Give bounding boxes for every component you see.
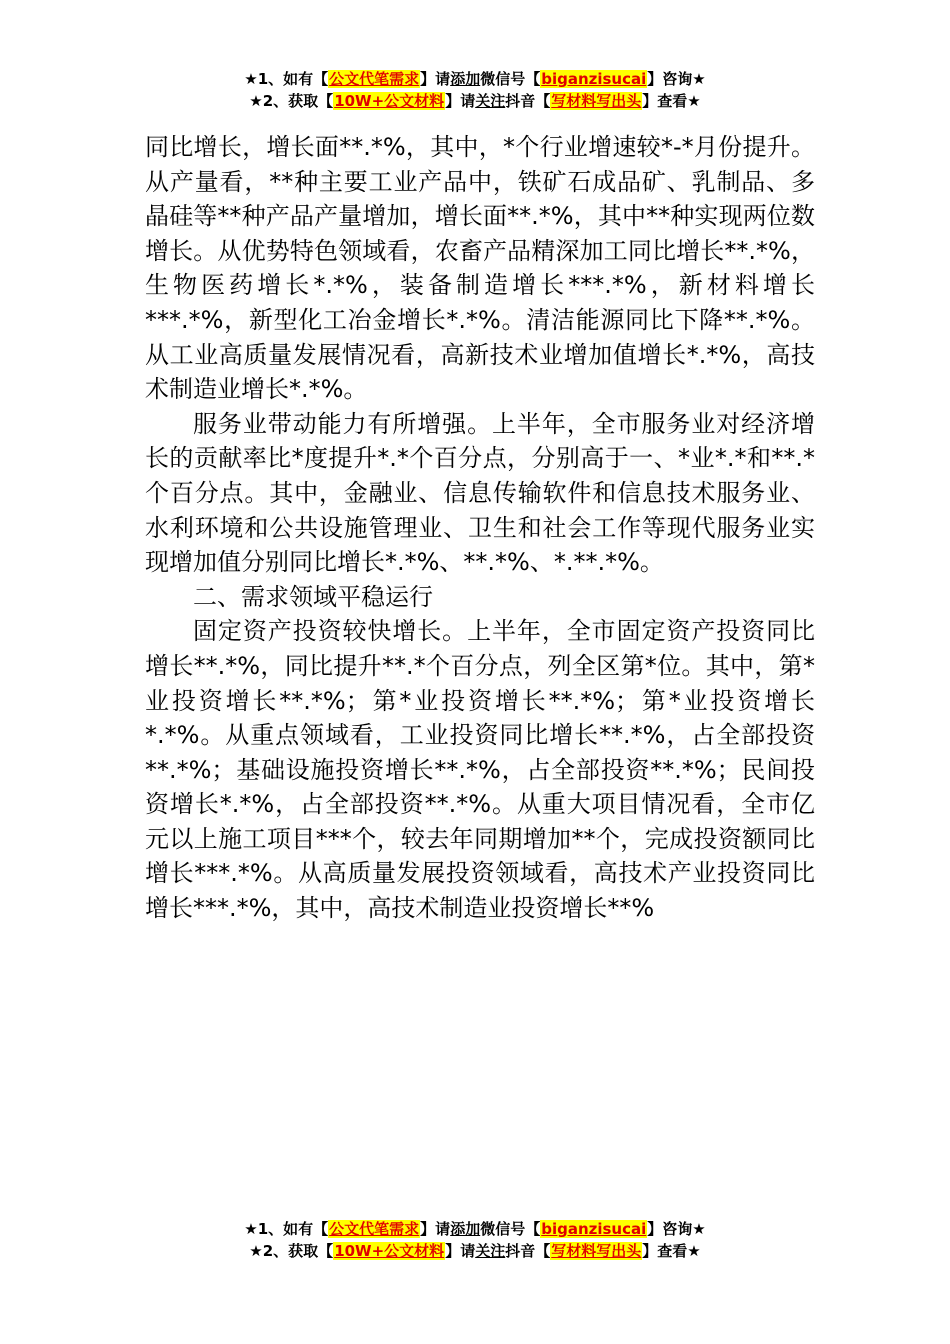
banner-text: 微信号【 [480,70,541,88]
banner-underline: 关注 [475,1242,506,1260]
banner-highlight: biganzisucai [541,1220,647,1238]
banner-text: 微信号【 [480,1220,541,1238]
banner-highlight: 公文代笔需求 [329,70,420,88]
banner-underline: 添加 [450,1220,481,1238]
banner-highlight: 公文代笔需求 [329,1220,420,1238]
banner-text: ★1、如有【 [244,70,329,88]
section-heading: 二、需求领域平稳运行 [193,582,433,611]
banner-text: 】查看★ [642,1242,701,1260]
header-banner [0,68,950,112]
banner-text: 抖音【 [505,1242,551,1260]
document-body [145,130,815,926]
banner-text: 】请 [420,70,451,88]
banner-text: 】请 [420,1220,451,1238]
paragraph-services: 服务业带动能力有所增强。上半年，全市服务业对经济增长的贡献率比*度提升*.*个百分点，分别高于一、*业*.*和**.*个百分点。其中，金融业、信息传输软件和信息技术服务业、水利环境和公共设施管理业、卫生和社会工作等现代服务业实现增加值分别同比增长*.*%、**.*%、*.**.*%。 [145,409,815,577]
footer-banner [0,1218,950,1262]
banner-underline: 关注 [475,92,506,110]
banner-underline: 添加 [450,70,481,88]
banner-line-1 [0,1218,950,1240]
banner-highlight: 10W+公文材料 [334,92,445,110]
banner-text: 】咨询★ [647,70,706,88]
banner-line-1 [0,68,950,90]
paragraph-investment: 固定资产投资较快增长。上半年，全市固定资产投资同比增长**.*%，同比提升**.*个百分点，列全区第*位。其中，第*业投资增长**.*%；第*业投资增长**.*%；第*业投资增长*.*%。从重点领域看，工业投资同比增长**.*%，占全部投资**.*%；基础设施投资增长**.*%，占全部投资**.*%；民间投资增长*.*%，占全部投资**.*%。从重大项目情况看，全市亿元以上施工项目***个，较去年同期增加**个，完成投资额同比增长***.*%。从高质量发展投资领域看，高技术产业投资同比增长***.*%，其中，高技术制造业投资增长**% [145,617,815,923]
banner-text: ★1、如有【 [244,1220,329,1238]
banner-line-2 [0,90,950,112]
banner-text: ★2、获取【 [249,92,334,110]
paragraph-industry: 同比增长，增长面**.*%，其中，*个行业增速较*-*月份提升。从产量看，**种主要工业产品中，铁矿石成品矿、乳制品、多晶硅等**种产品产量增加，增长面**.*%，其中**种实现两位数增长。从优势特色领域看，农畜产品精深加工同比增长**.*%，生物医药增长*.*%，装备制造增长***.*%，新材料增长***.*%，新型化工冶金增长*.*%。清洁能源同比下降**.*%。从工业高质量发展情况看，高新技术业增加值增长*.*%，高技术制造业增长*.*%。 [145,133,815,404]
banner-line-2 [0,1240,950,1262]
banner-highlight: 写材料写出头 [551,92,642,110]
banner-highlight: 写材料写出头 [551,1242,642,1260]
banner-text: ★2、获取【 [249,1242,334,1260]
banner-highlight: 10W+公文材料 [334,1242,445,1260]
banner-text: 】请 [445,1242,476,1260]
banner-text: 】咨询★ [647,1220,706,1238]
banner-text: 】请 [445,92,476,110]
banner-highlight: biganzisucai [541,70,647,88]
banner-text: 抖音【 [505,92,551,110]
banner-text: 】查看★ [642,92,701,110]
